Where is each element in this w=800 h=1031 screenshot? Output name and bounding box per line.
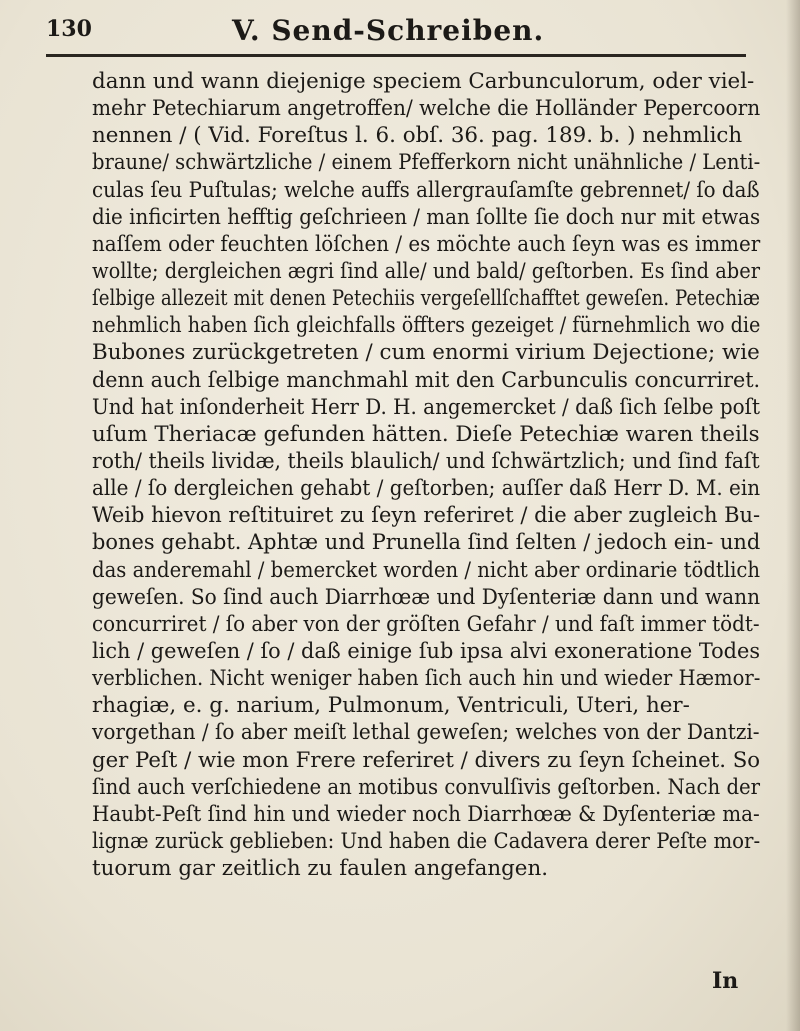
text-line: culas ſeu Puſtulas; welche auffs allergrauſamſte gebrennet/ ſo daß	[92, 177, 760, 203]
text-line: nennen / ( Vid. Foreſtus l. 6. obſ. 36. pag. 189. b. ) nehmlich	[92, 123, 743, 149]
text-line: geweſen. So ſind auch Diarrhœæ und Dyſenteriæ dann und wann	[92, 584, 761, 610]
text-line: rhagiæ, e. g. narium, Pulmonum, Ventriculi, Uteri, her-	[92, 693, 690, 719]
text-line: denn auch ſelbige manchmahl mit den Carbunculis concurriret.	[92, 367, 761, 393]
text-line: verblichen. Nicht weniger haben ſich auch hin und wieder Hæmor-	[92, 666, 761, 692]
body-text	[92, 68, 760, 882]
running-head: V. Send-Schreiben.	[232, 14, 545, 47]
text-line: mehr Petechiarum angetroffen/ welche die Holländer Pepercoorn	[92, 96, 761, 122]
text-line: vorgethan / ſo aber meiſt lethal geweſen; welches von der Dantzi-	[92, 720, 760, 746]
text-line: das anderemahl / bemercket worden / nicht aber ordinarie tödtlich	[92, 557, 761, 583]
text-line: dann und wann diejenige speciem Carbunculorum, oder viel-	[92, 69, 755, 94]
text-line: ſind auch verſchiedene an motibus convulſivis geſtorben. Nach der	[92, 774, 761, 800]
text-line: die inficirten hefftig geſchrieen / man ſollte ſie doch nur mit etwas	[92, 204, 761, 230]
text-line: nehmlich haben ſich gleichfalls öffters gezeiget / fürnehmlich wo die	[92, 313, 761, 339]
text-line: tuorum gar zeitlich zu faulen angefangen.	[92, 856, 549, 882]
catchword: In	[712, 968, 739, 994]
text-line: naſſem oder feuchten löſchen / es möchte auch ſeyn was es immer	[92, 231, 761, 257]
text-line: lich / geweſen / ſo / daß einige ſub ipsa alvi exoneratione Todes	[92, 638, 761, 664]
header-rule	[46, 54, 746, 57]
page-number: 130	[46, 16, 92, 42]
text-line: Bubones zurückgetreten / cum enormi virium Dejectione; wie	[92, 340, 760, 366]
text-line: Und hat inſonderheit Herr D. H. angemercket / daß ſich ſelbe poſt	[92, 394, 761, 420]
text-line: lignæ zurück geblieben: Und haben die Cadavera derer Peſte mor-	[92, 828, 761, 854]
text-line: Haubt-Peſt ſind hin und wieder noch Diarrhœæ & Dyſenteriæ ma-	[92, 801, 760, 827]
text-line: alle / ſo dergleichen gehabt / geſtorben; auſſer daß Herr D. M. ein	[92, 476, 761, 502]
page-header	[46, 12, 746, 58]
text-line: roth/ theils lividæ, theils blaulich/ und ſchwärtzlich; und ſind faſt	[92, 448, 760, 474]
page-edge-shadow	[786, 0, 800, 1031]
text-line: ger Peſt / wie mon Frere referiret / divers zu ſeyn ſcheinet. So	[92, 747, 761, 773]
text-line: wollte; dergleichen ægri ſind alle/ und bald/ geſtorben. Es ſind aber	[92, 258, 761, 284]
text-line: Weib hievon reſtituiret zu ſeyn referiret / die aber zugleich Bu-	[92, 503, 761, 529]
text-line: concurriret / ſo aber von der gröſten Gefahr / und faſt immer tödt-	[92, 611, 760, 637]
text-line: bones gehabt. Aphtæ und Prunella ſind ſelten / jedoch ein- und	[92, 530, 761, 556]
text-line: ſelbige allezeit mit denen Petechiis vergeſellſchafftet geweſen. Petechiæ	[92, 286, 761, 312]
text-line: uſum Theriacæ gefunden hätten. Dieſe Petechiæ waren theils	[92, 421, 760, 447]
text-line: braune/ schwärtzliche / einem Pfefferkorn nicht unähnliche / Lenti-	[92, 150, 761, 176]
